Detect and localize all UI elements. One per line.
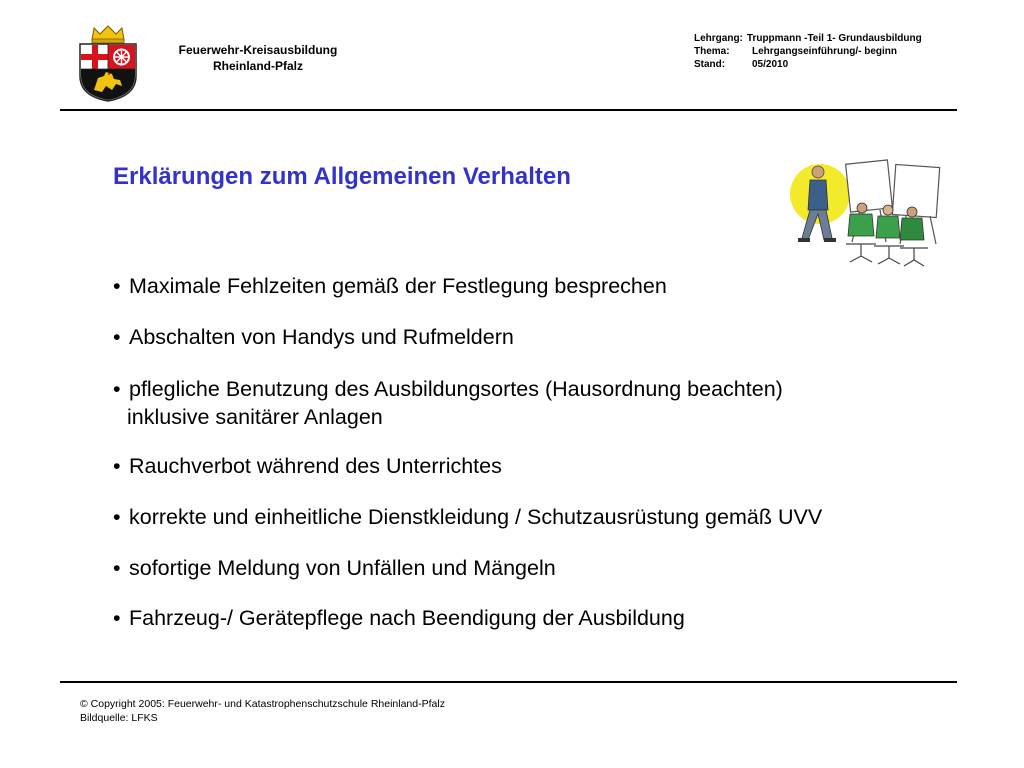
bullet-point: • [113, 377, 121, 401]
meta-row-course [694, 32, 922, 45]
footer [80, 697, 445, 725]
list-item-text: Rauchverbot während des Unterrichtes [129, 454, 502, 478]
slide-title: Erklärungen zum Allgemeinen Verhalten [113, 163, 571, 190]
coat-of-arms-icon [76, 24, 140, 102]
list-item [113, 272, 667, 300]
footer-divider [60, 681, 957, 683]
copyright-text: © Copyright 2005: Feuerwehr- und Katastrophenschutzschule Rheinland-Pfalz [80, 698, 445, 710]
list-item-text: Abschalten von Handys und Rufmeldern [129, 325, 514, 349]
list-item [113, 604, 685, 632]
meta-key: Thema: [694, 46, 730, 57]
bullet-point: • [113, 454, 121, 478]
list-item-continuation: inklusive sanitärer Anlagen [127, 405, 383, 429]
course-meta [694, 32, 922, 71]
organization-line-1: Feuerwehr-Kreisausbildung [178, 43, 338, 57]
bullet-point: • [113, 505, 121, 529]
meta-key: Lehrgang: [694, 33, 743, 44]
list-item [113, 323, 514, 351]
meta-value: Truppmann -Teil 1- Grundausbildung [746, 33, 922, 44]
list-item-text: Maximale Fehlzeiten gemäß der Festlegung besprechen [129, 274, 667, 298]
list-item-text: Fahrzeug-/ Gerätepflege nach Beendigung der Ausbildung [129, 606, 685, 630]
meta-value: Lehrgangseinführung/- beginn [752, 46, 897, 57]
list-item [113, 503, 822, 531]
list-item [113, 554, 556, 582]
list-item-text: pflegliche Benutzung des Ausbildungsortes (Hausordnung beachten) [129, 377, 783, 401]
header-divider [60, 109, 957, 111]
bullet-point: • [113, 325, 121, 349]
meta-value: 05/2010 [752, 59, 789, 70]
organization-name [152, 42, 364, 74]
list-item [113, 452, 502, 480]
bullet-point: • [113, 606, 121, 630]
bullet-point: • [113, 556, 121, 580]
list-item-text: sofortige Meldung von Unfällen und Mängeln [129, 556, 556, 580]
meta-row-status [694, 58, 922, 71]
image-source-text: Bildquelle: LFKS [80, 712, 158, 724]
bullet-point: • [113, 274, 121, 298]
organization-line-2: Rheinland-Pfalz [212, 59, 303, 73]
meta-row-topic [694, 45, 922, 58]
meta-key: Stand: [694, 59, 726, 70]
list-item-text: korrekte und einheitliche Dienstkleidung / Schutzausrüstung gemäß UVV [129, 505, 823, 529]
list-item [113, 375, 783, 431]
meeting-illustration-icon [780, 152, 960, 274]
